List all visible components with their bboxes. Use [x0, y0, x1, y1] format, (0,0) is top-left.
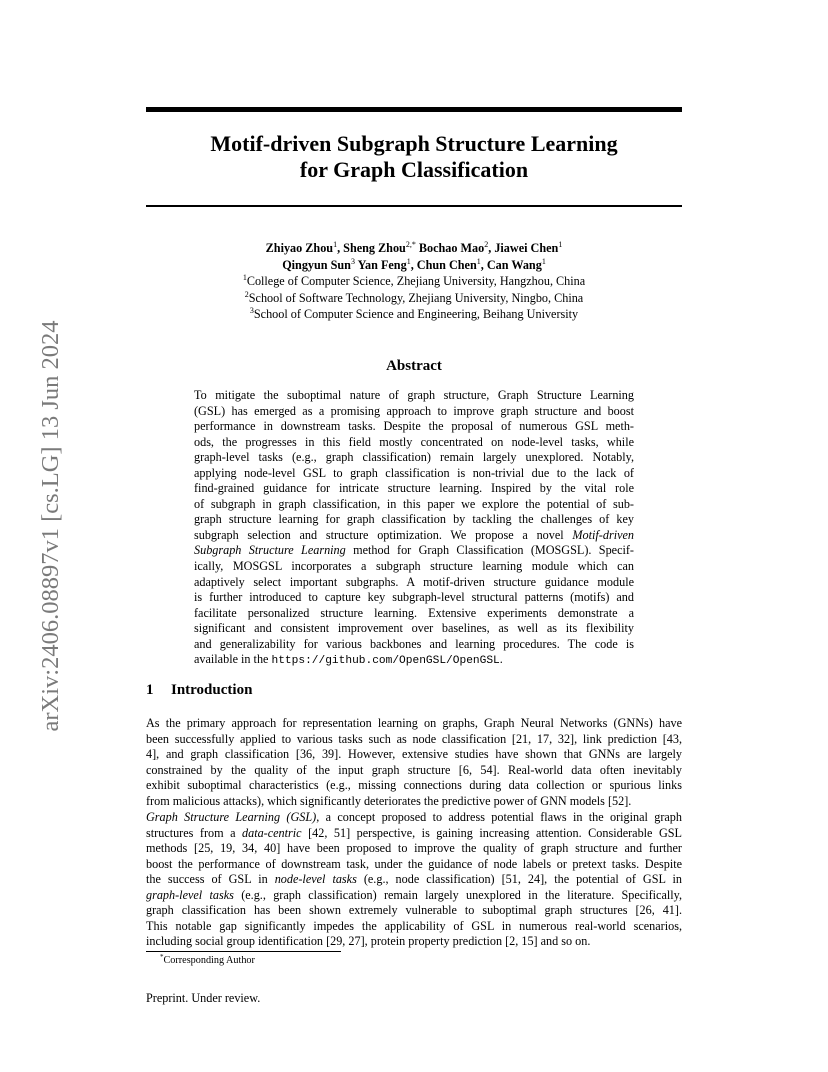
section-heading-introduction	[146, 682, 252, 699]
author-separator: ,	[488, 241, 495, 255]
title-bottom-rule	[146, 205, 682, 207]
author-names-line-2	[146, 257, 682, 274]
code-repository-url[interactable]: https://github.com/OpenGSL/OpenGSL	[271, 655, 500, 668]
author-name: Sheng Zhou	[343, 241, 406, 255]
affiliation-line	[146, 290, 682, 307]
affiliation-text: College of Computer Science, Zhejiang University, Hangzhou, China	[246, 274, 586, 288]
affiliation-number: 3	[249, 306, 254, 315]
arxiv-identifier-stamp: arXiv:2406.08897v1 [cs.LG] 13 Jun 2024	[37, 320, 64, 732]
abstract-line: of subgraph in graph classification, in this paper we explore the potential of sub-	[194, 496, 634, 511]
paragraph-line: methods [25, 19, 34, 40] have been proposed to improve the quality of graph structure and further	[146, 841, 682, 856]
section-title: Introduction	[171, 682, 253, 698]
paragraph-line: 4], and graph classification [36, 39]. However, extensive studies have shown that GNNs are largely	[146, 747, 682, 762]
abstract-line: and generalizability for various backbones and learning procedures. The code is	[194, 636, 634, 651]
preprint-notice: Preprint. Under review.	[146, 991, 261, 1005]
affiliation-number: 2	[244, 289, 249, 299]
author-affiliation-mark: 1	[406, 256, 411, 266]
footnote-mark: *	[160, 953, 164, 961]
abstract-line	[194, 652, 634, 670]
author-affiliation-mark: 3	[350, 256, 355, 266]
abstract-line	[194, 528, 634, 544]
italic-run: Graph Structure Learning (GSL)	[146, 810, 317, 824]
paragraph-line: This notable gap significantly impedes the applicability of GSL in numerous real-world scenarios,	[146, 918, 682, 933]
affiliation-line	[146, 273, 682, 290]
paragraph-line	[146, 826, 682, 842]
affiliation-number: 1	[242, 273, 247, 282]
abstract-line: graph structure learning for graph classification by tackling the challenges of key	[194, 512, 634, 527]
author-affiliation-mark: 2	[484, 240, 489, 249]
abstract-line: facilitate personalized structure learning. Extensive experiments demonstrate a	[194, 605, 634, 620]
author-name: Can Wang	[486, 257, 542, 272]
affiliation-text: School of Computer Science and Engineering, Beihang University	[253, 307, 579, 321]
author-separator: ,	[480, 257, 487, 272]
author-name: Zhiyao Zhou	[265, 241, 334, 255]
text-run: the success of GSL in	[146, 872, 275, 887]
paragraph-line: from malicious attacks), which significantly deteriorates the predictive power of GNN models [52].	[146, 793, 632, 808]
text-run: structures from a	[146, 825, 242, 840]
abstract-line: (GSL) has emerged as a promising approach to improve graph structure and boost	[194, 403, 634, 418]
title-line-1: Motif-driven Subgraph Structure Learning	[210, 131, 618, 156]
section-number: 1	[146, 682, 154, 698]
text-run: (e.g., graph classification) remain largely unexplored in the literature. Specifically,	[233, 887, 682, 902]
abstract-line: ods, the progresses in this field mostly concentrated on node-level tasks, while	[194, 434, 634, 449]
abstract-text-run: .	[499, 652, 503, 667]
footnote-rule	[146, 951, 341, 952]
abstract-line: ically, MOSGSL incorporates a subgraph structure learning module which can	[194, 559, 634, 574]
footnote-text: Corresponding Author	[163, 955, 255, 966]
paragraph-line: constrained by the quality of the input graph structure [6, 54]. Real-world data often inevitably	[146, 762, 682, 777]
paragraph-line: been successfully applied to various tasks such as node classification [21, 17, 32], link prediction [43,	[146, 731, 682, 746]
abstract-italic-run: Subgraph Structure Learning	[194, 543, 346, 558]
paragraph-line	[146, 872, 682, 888]
paragraph-line: As the primary approach for representation learning on graphs, Graph Neural Networks (GNNs) have	[146, 716, 682, 730]
abstract-text-run: method for Graph Classification (MOSGSL). Specif-	[345, 543, 634, 558]
paragraph-line: graph classification has been shown extremely vulnerable to suboptimal graph structures [26, 41].	[146, 903, 682, 918]
abstract-line: To mitigate the suboptimal nature of graph structure, Graph Structure Learning	[194, 388, 634, 402]
author-name: Qingyun Sun	[282, 257, 351, 272]
italic-run: data-centric	[242, 825, 302, 840]
author-name: Jiawei Chen	[494, 241, 559, 255]
abstract-text-run: subgraph selection and structure optimization. We propose a novel	[194, 527, 573, 542]
author-affiliation-mark: 1	[558, 240, 563, 249]
author-name: Bochao Mao	[418, 241, 485, 255]
abstract-line: adaptively select important subgraphs. A motif-driven structure guidance module	[194, 574, 634, 589]
intro-paragraph-2	[146, 810, 682, 950]
paper-title	[146, 131, 682, 183]
footnote	[160, 955, 255, 966]
paragraph-line	[146, 888, 682, 904]
text-run: , a concept proposed to address potential flaws in the original graph	[316, 810, 682, 824]
author-name: Yan Feng	[357, 257, 407, 272]
author-name: Chun Chen	[416, 257, 477, 272]
author-block	[146, 240, 682, 323]
affiliation-text: School of Software Technology, Zhejiang University, Ningbo, China	[248, 290, 584, 305]
paragraph-line: including social group identification [29, 27], protein property prediction [2, 15] and so on.	[146, 934, 591, 949]
abstract-line: applying node-level GSL to graph classification is non-trivial due to the lack of	[194, 465, 634, 480]
author-separator: ,	[410, 257, 417, 272]
author-separator: ,	[337, 241, 344, 255]
title-top-rule	[146, 107, 682, 112]
title-line-2: for Graph Classification	[299, 157, 529, 182]
author-affiliation-mark: 2,*	[405, 240, 416, 249]
text-run: [42, 51] perspective, is gaining increasing attention. Considerable GSL	[301, 825, 682, 840]
italic-run: graph-level tasks	[146, 887, 234, 902]
abstract-heading: Abstract	[386, 358, 442, 374]
author-names-line-1	[146, 240, 682, 257]
author-affiliation-mark: 1	[476, 256, 481, 266]
text-run: (e.g., node classification) [51, 24], the potential of GSL in	[356, 872, 682, 887]
abstract-line: significant and consistent improvement over baselines, as well as its flexibility	[194, 621, 634, 636]
abstract-line: is further introduced to capture key subgraph-level structural patterns (motifs) and	[194, 590, 634, 605]
italic-run: node-level tasks	[274, 872, 357, 887]
paragraph-line: exhibit suboptimal characteristics (e.g., missing connections during data collection or spurious links	[146, 778, 682, 793]
abstract-text-run: available in the	[194, 652, 272, 667]
paragraph-line: boost the performance of downstream task, under the guidance of node labels or pretext tasks. Despite	[146, 856, 682, 871]
abstract-line: performance in downstream tasks. Despite the proposal of numerous GSL meth-	[194, 419, 634, 434]
author-affiliation-mark: 1	[333, 240, 338, 249]
abstract-line	[194, 543, 634, 559]
paragraph-line	[146, 810, 682, 826]
author-affiliation-mark: 1	[541, 256, 546, 266]
intro-paragraph-1	[146, 716, 682, 809]
abstract-italic-run: Motif-driven	[572, 527, 634, 542]
affiliation-line	[146, 306, 682, 323]
abstract-line: find-grained guidance for intricate structure learning. Inspired by the vital role	[194, 481, 634, 496]
abstract-body	[194, 388, 634, 670]
abstract-line: graph-level tasks (e.g., graph classification) remain largely unexplored. Notably,	[194, 450, 634, 465]
